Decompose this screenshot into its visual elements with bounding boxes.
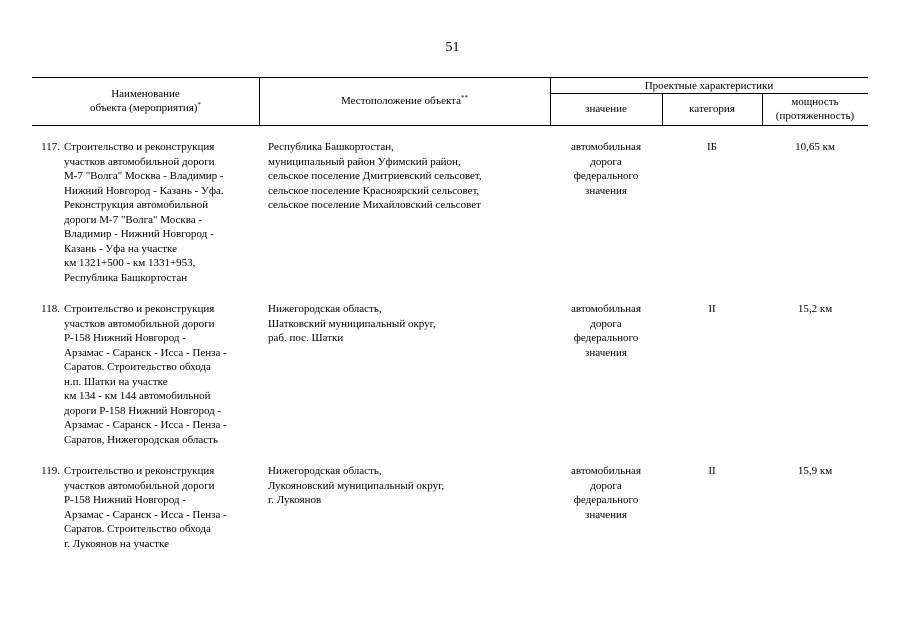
row-number: 118. <box>41 303 60 315</box>
object-location: Нижегородская область, Лукояновский муниципальный округ, г. Лукоянов <box>268 465 445 506</box>
header-capacity-line2: (протяженность) <box>775 110 855 122</box>
header-name-line2: объекта (мероприятия)* <box>90 101 201 114</box>
object-capacity: 10,65 км <box>795 141 835 153</box>
header-project-characteristics: Проектные характеристики <box>644 80 774 92</box>
page-number: 51 <box>445 40 460 55</box>
row-number: 119. <box>41 465 60 477</box>
header-location: Местоположение объекта** <box>341 94 468 107</box>
object-location: Нижегородская область, Шатковский муниципальный округ, раб. пос. Шатки <box>268 303 436 344</box>
object-name: Строительство и реконструкция участков автомобильной дороги Р-158 Нижний Новгород - Арзамас - Саранск - Исса - Пенза - Саратов. Строительство обхода н.п. Шатки на участке км 134 - км 144 автомобильной дороги Р-158 Нижний Новгород - Арзамас - Саранск - Исса - Пенза - Саратов, Нижегородская область <box>64 303 227 446</box>
row-number: 117. <box>41 141 60 153</box>
object-value: автомобильная дорога федерального значения <box>570 465 642 521</box>
object-category: II <box>708 303 716 315</box>
object-capacity: 15,2 км <box>797 303 833 315</box>
object-value: автомобильная дорога федерального значения <box>570 303 642 359</box>
object-category: IБ <box>707 141 717 153</box>
header-capacity <box>762 95 868 123</box>
header-value: значение <box>585 103 627 115</box>
header-name <box>32 87 259 115</box>
object-name: Строительство и реконструкция участков автомобильной дороги М-7 "Волга" Москва - Владимир - Нижний Новгород - Казань - Уфа. Реконструкция автомобильной дороги М-7 "Волга" Москва - Владимир - Нижний Новгород - Казань - Уфа на участке км 1321+500 - км 1331+953, Республика Башкортостан <box>64 141 224 284</box>
object-category: II <box>708 465 716 477</box>
footnote-mark: * <box>197 101 201 109</box>
header-capacity-line1: мощность <box>791 96 839 108</box>
table-header <box>32 77 868 126</box>
header-subdivider <box>550 93 868 94</box>
object-value: автомобильная дорога федерального значения <box>570 141 642 197</box>
footnote-mark: ** <box>460 94 468 102</box>
object-name: Строительство и реконструкция участков автомобильной дороги Р-158 Нижний Новгород - Арзамас - Саранск - Исса - Пенза - Саратов. Строительство обхода г. Лукоянов на участке <box>64 465 227 550</box>
object-capacity: 15,9 км <box>797 465 833 477</box>
header-name-line1: Наименование <box>111 88 180 100</box>
header-category: категория <box>689 103 735 115</box>
object-location: Республика Башкортостан, муниципальный район Уфимский район, сельское поселение Дмитриевский сельсовет, сельское поселение Красноярский сельсовет, сельское поселение Михайловский сельсовет <box>268 141 482 211</box>
